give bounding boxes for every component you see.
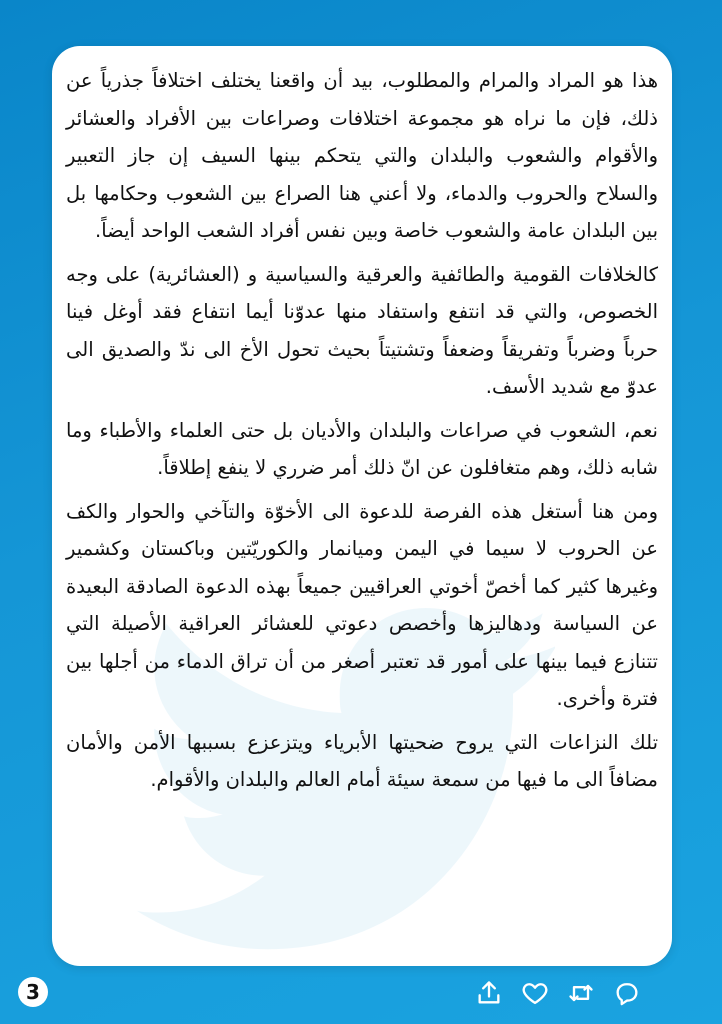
share-button[interactable] — [472, 976, 506, 1010]
paragraph-5: تلك النزاعات التي يروح ضحيتها الأبرياء ويتزعزع بسببها الأمن والأمان مضافاً الى ما فيها من سمعة سيئة أمام العالم والبلدان والأقوام. — [66, 730, 658, 791]
retweet-button[interactable] — [564, 976, 598, 1010]
post-actions — [472, 976, 644, 1010]
reply-button[interactable] — [610, 976, 644, 1010]
page-number-badge: 3 — [18, 977, 48, 1007]
post-text — [66, 62, 658, 805]
retweet-icon — [567, 979, 595, 1007]
paragraph-2: كالخلافات القومية والطائفية والعرقية والسياسية و (العشائرية) على وجه الخصوص، والتي قد انتفع واستفاد منها عدوّنا أيما انتفاع فقد أوغل فينا حرباً وضرباً وتفريقاً وضعفاً وتشتيتاً بحيث تحول الأخ الى ندّ والصديق الى عدوّ مع شديد الأسف. — [66, 262, 658, 398]
reply-icon — [613, 979, 641, 1007]
post-card — [52, 46, 672, 966]
paragraph-4: ومن هنا أستغل هذه الفرصة للدعوة الى الأخوّة والتآخي والحوار والكف عن الحروب لا سيما في اليمن وميانمار والكوريّتين وباكستان وكشمير وغيرها كثير كما أخصّ أخوتي العراقيين جميعاً بهذه الدعوة الصادقة البعيدة عن السياسة ودهاليزها وأخصص دعوتي للعشائر العراقية الأصيلة التي تتنازع فيما بينها على أمور قد تعتبر أصغر من أن تراق الدماء من أجلها بين فترة وأخرى. — [66, 499, 658, 710]
share-icon — [475, 979, 503, 1007]
like-button[interactable] — [518, 976, 552, 1010]
paragraph-3: نعم، الشعوب في صراعات والبلدان والأديان بل حتى العلماء والأطباء وما شابه ذلك، وهم متغافلون عن انّ ذلك أمر ضرري لا ينفع إطلاقاً. — [66, 418, 658, 479]
heart-icon — [521, 979, 549, 1007]
paragraph-1: هذا هو المراد والمرام والمطلوب، بيد أن واقعنا يختلف اختلافاً جذرياً عن ذلك، فإن ما نراه هو مجموعة اختلافات وصراعات بين الأفراد والعشائر والأقوام والشعوب والبلدان والتي يتحكم بينها السيف إن جاز التعبير والسلاح والحروب والدماء، ولا أعني هنا الصراع بين الشعوب وحكامها بل بين البلدان عامة والشعوب خاصة وبين نفس أفراد الشعب الواحد أيضاً. — [66, 69, 658, 242]
